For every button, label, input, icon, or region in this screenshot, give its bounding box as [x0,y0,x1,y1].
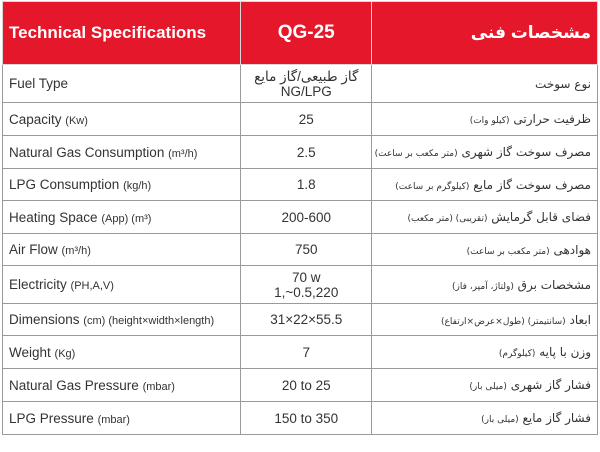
spec-name-persian: مصرف سوخت گاز مایع [473,177,591,192]
spec-name: Natural Gas Consumption [9,144,165,160]
spec-value-line: 750 [294,242,318,257]
table-row [3,266,598,304]
spec-value [241,136,372,169]
table-row [3,136,598,169]
spec-name: Heating Space [9,209,98,225]
spec-value-line: 2.5 [296,144,316,160]
spec-label-persian [372,266,598,304]
spec-unit-persian: (میلی بار) [481,415,519,425]
spec-name: LPG Consumption [9,177,120,192]
spec-name: Air Flow [9,242,58,257]
spec-label-persian [372,169,598,201]
spec-name: Natural Gas Pressure [9,377,139,393]
table-header-row [3,2,598,65]
spec-label-persian [372,65,598,103]
spec-unit: (Kg) [54,347,76,360]
spec-unit: (mbar) [142,380,175,393]
spec-name-persian: فشار گاز مایع [522,411,591,425]
spec-label-persian [372,103,598,136]
spec-unit: (m³/h) [168,147,198,160]
table-row [3,169,598,201]
spec-value-line: 20 to 25 [281,377,331,393]
spec-label-english [3,336,241,369]
spec-value-line: NG/LPG [280,83,332,99]
spec-label-persian [372,402,598,435]
spec-unit-persian: (کیلو وات) [469,116,510,126]
spec-name-persian: هوادهی [553,242,591,257]
spec-label-persian [372,369,598,402]
spec-value [241,201,372,234]
spec-label-english [3,169,241,201]
spec-label-english [3,201,241,234]
spec-label-persian [372,304,598,336]
spec-value [241,304,372,336]
spec-value [241,336,372,369]
spec-value-line: 31×22×55.5 [270,312,343,327]
spec-name: LPG Pressure [9,410,94,426]
spec-name-persian: ابعاد [569,312,591,327]
table-row [3,234,598,266]
table-row [3,402,598,435]
spec-value-line: گاز طبیعی/گاز مایع [254,68,359,84]
header-model: QG-25 [241,2,372,65]
spec-name: Electricity [9,277,67,292]
spec-value [241,369,372,402]
spec-name-persian: وزن با پایه [539,345,591,359]
spec-unit-persian: (کیلوگرم بر ساعت) [395,181,470,192]
spec-value [241,103,372,136]
spec-unit: (cm) (height×width×length) [83,315,215,327]
spec-value-line: 150 to 350 [274,410,339,426]
spec-value [241,169,372,201]
spec-label-english [3,304,241,336]
table-row [3,369,598,402]
spec-name-persian: نوع سوخت [535,76,591,91]
spec-value [241,65,372,103]
spec-label-english [3,266,241,304]
header-english-title: Technical Specifications [3,2,241,65]
spec-label-persian [372,234,598,266]
spec-value [241,234,372,266]
table-row [3,201,598,234]
spec-unit-persian: (ولتاژ، آمپر، فاز) [452,281,514,292]
spec-unit: (App) (m³) [101,212,152,225]
spec-name: Weight [9,344,51,360]
spec-unit: (Kw) [65,114,88,127]
spec-label-persian [372,136,598,169]
spec-value-line: 200-600 [281,209,331,225]
spec-unit: (PH,A,V) [70,280,114,292]
spec-unit: (mbar) [97,413,130,426]
spec-name-persian: مشخصات برق [517,277,591,292]
spec-unit-persian: (میلی بار) [469,382,507,392]
spec-table [2,1,598,435]
spec-name: Capacity [9,111,62,127]
spec-value-line: 7 [302,344,310,360]
spec-label-english [3,234,241,266]
spec-value-line: 1.8 [296,177,316,192]
spec-label-persian [372,201,598,234]
spec-value-line: 1,~0.5,220 [274,284,339,300]
spec-unit-persian: (تقریبی) (متر مکعب) [407,214,488,224]
spec-label-english [3,402,241,435]
spec-label-persian [372,336,598,369]
spec-unit: (m³/h) [61,245,91,257]
spec-name: Dimensions [9,312,80,327]
spec-name-persian: فضای قابل گرمایش [491,210,591,224]
table-row [3,304,598,336]
spec-name-persian: مصرف سوخت گاز شهری [461,145,591,159]
spec-unit-persian: (متر مکعب بر ساعت) [374,149,458,159]
spec-label-english [3,136,241,169]
spec-unit-persian: (سانتیمتر) (طول×عرض×ارتفاع) [441,316,566,327]
header-persian-title: مشخصات فنی [372,2,598,65]
spec-value-line: 25 [298,111,314,127]
spec-label-english [3,369,241,402]
spec-name-persian: فشار گاز شهری [510,378,591,392]
table-row [3,65,598,103]
spec-unit: (kg/h) [123,180,152,192]
spec-name: Fuel Type [9,76,69,91]
spec-value [241,266,372,304]
spec-label-english [3,65,241,103]
spec-label-english [3,103,241,136]
spec-unit-persian: (متر مکعب بر ساعت) [466,246,550,257]
spec-unit-persian: (کیلوگرم) [498,349,536,359]
table-row [3,336,598,369]
spec-value-line: 70 w [291,269,321,285]
spec-name-persian: ظرفیت حرارتی [513,112,591,126]
table-row [3,103,598,136]
spec-value [241,402,372,435]
